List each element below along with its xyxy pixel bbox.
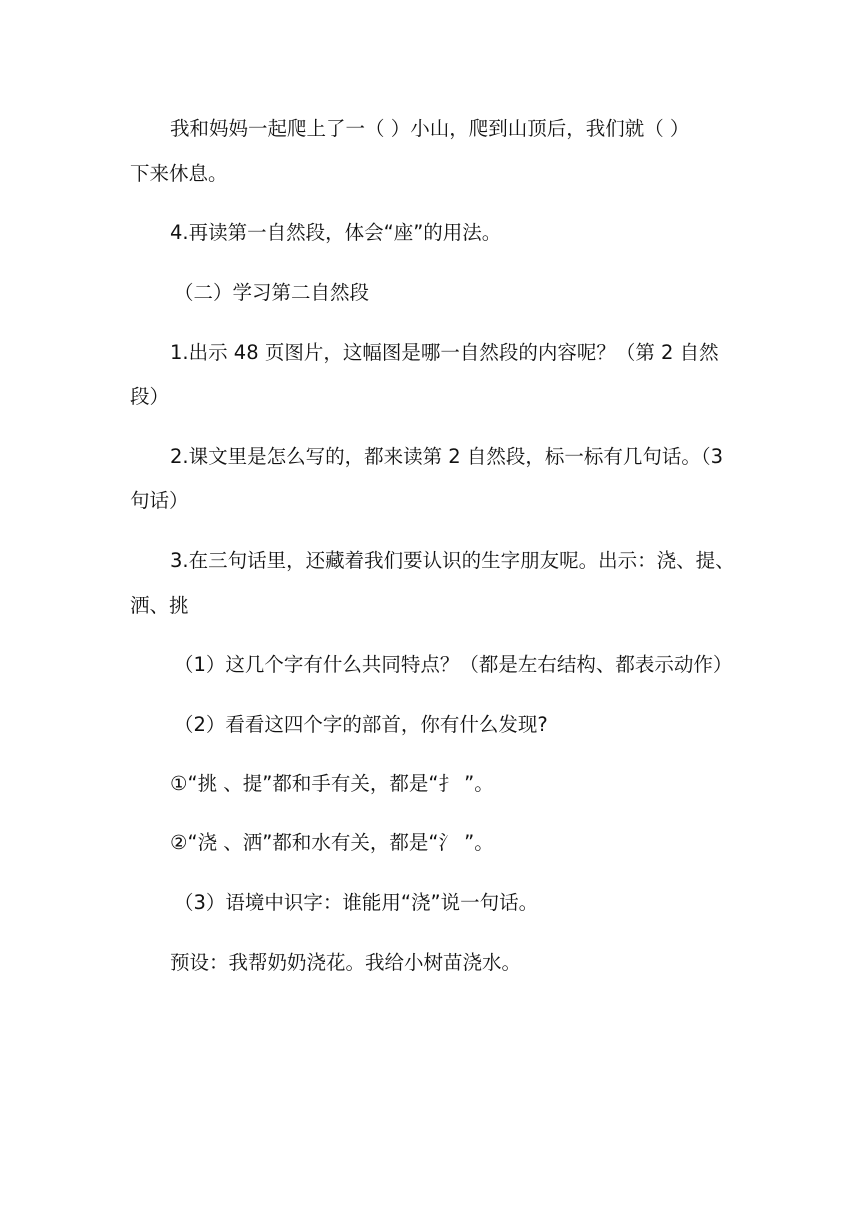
- radical-note-hand: ①“挑 、提”都和手有关，都是“扌 ”。: [170, 772, 494, 795]
- section-heading-part-2: （二）学习第二自然段: [174, 281, 370, 304]
- step-3-new-characters-line-2: 洒、挑: [130, 594, 189, 617]
- fill-in-sentence-line-2: 下来休息。: [130, 162, 228, 185]
- fill-in-sentence-line-1: 我和妈妈一起爬上了一（ ）小山，爬到山顶后，我们就（ ）: [170, 117, 690, 140]
- radical-note-water: ②“浇 、洒”都和水有关，都是“氵 ”。: [170, 831, 494, 854]
- step-3-new-characters-line-1: 3.在三句话里，还藏着我们要认识的生字朋友呢。出示：浇、提、: [170, 549, 735, 572]
- expected-answer: 预设：我帮奶奶浇花。我给小树苗浇水。: [170, 951, 522, 974]
- question-1-common-features: （1）这几个字有什么共同特点？（都是左右结构、都表示动作）: [174, 653, 733, 676]
- step-2-read-aloud-line-2: 句话）: [130, 489, 189, 512]
- question-3-context-recognition: （3）语境中识字：谁能用“浇”说一句话。: [174, 891, 539, 914]
- step-4-reread-paragraph-1: 4.再读第一自然段，体会“座”的用法。: [170, 221, 502, 244]
- step-1-show-picture-line-1: 1.出示 48 页图片，这幅图是哪一自然段的内容呢？（第 2 自然: [170, 341, 719, 364]
- step-2-read-aloud-line-1: 2.课文里是怎么写的，都来读第 2 自然段，标一标有几句话。（3: [170, 445, 724, 468]
- question-2-radicals: （2）看看这四个字的部首，你有什么发现?: [174, 713, 548, 736]
- step-1-show-picture-line-2: 段）: [130, 385, 170, 408]
